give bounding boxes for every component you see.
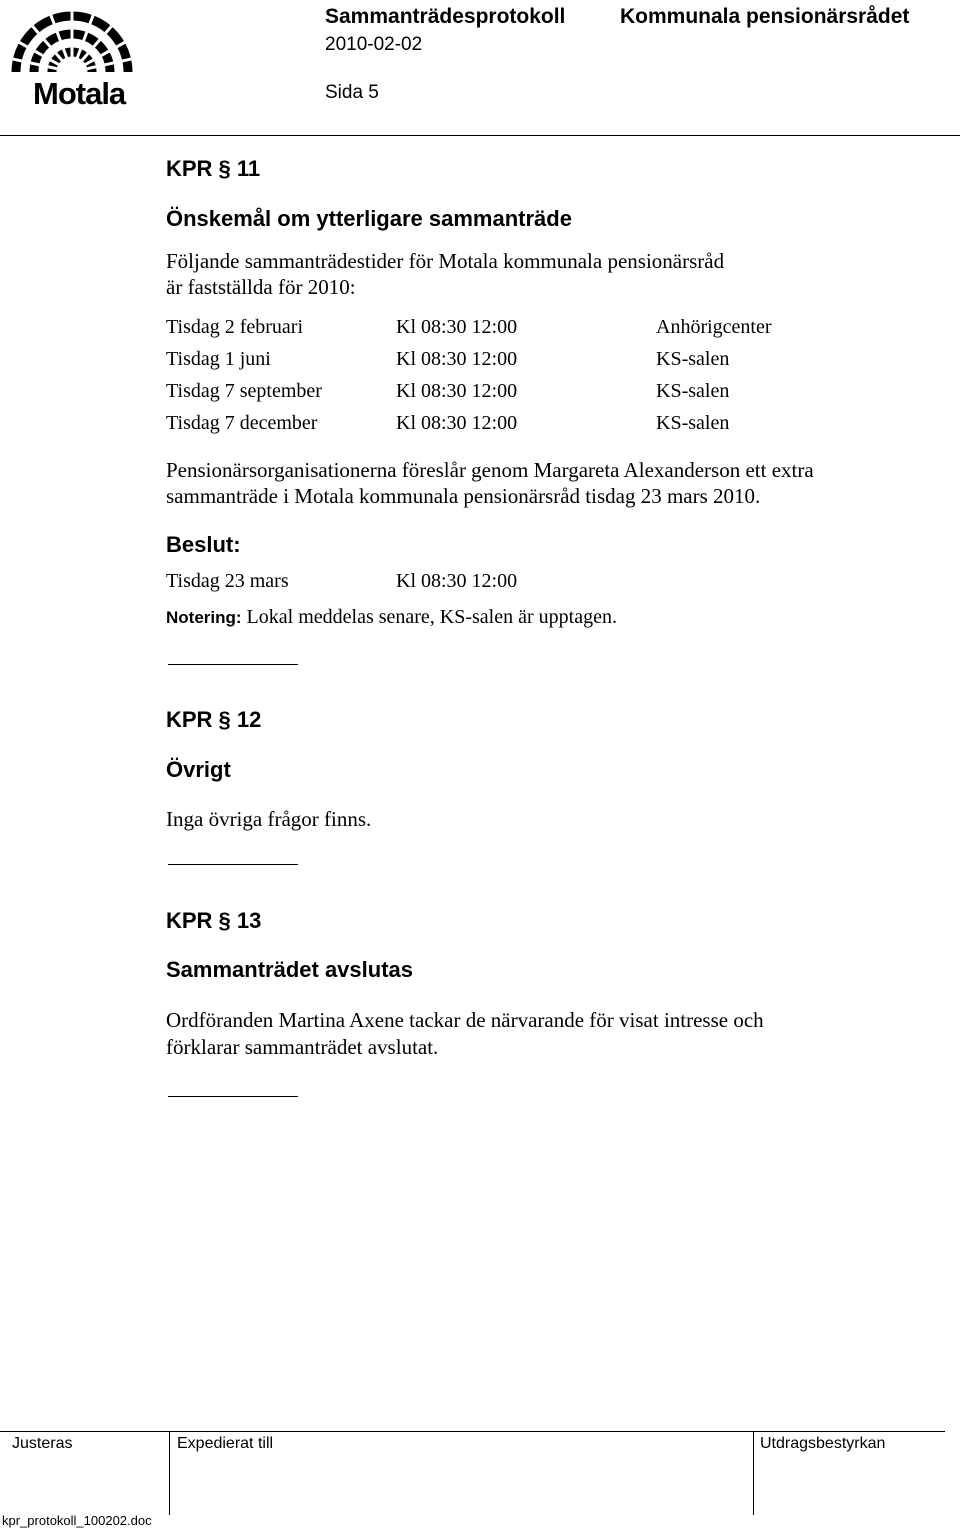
organisation-name: Kommunala pensionärsrådet (620, 5, 910, 28)
schedule-place: Anhörigcenter (656, 316, 772, 338)
note (166, 606, 617, 629)
header-divider (0, 135, 960, 136)
note-text: Lokal meddelas senare, KS-salen är upptagen. (246, 606, 617, 628)
footer-top-rule (0, 1431, 945, 1432)
section-divider (168, 864, 298, 865)
proposal-line1: Pensionärsorganisationerna föreslår genom Margareta Alexanderson ett extra (166, 458, 814, 482)
kpr-12-heading: Övrigt (166, 757, 231, 782)
footer-divider (753, 1431, 754, 1515)
kpr-12-number: KPR § 12 (166, 707, 262, 732)
logo-wordmark: Motala (33, 76, 126, 111)
note-label: Notering: (166, 608, 242, 627)
section-divider (168, 664, 298, 665)
kpr-11-intro-line2: är fastställda för 2010: (166, 275, 356, 299)
document-type: Sammanträdesprotokoll (325, 5, 566, 28)
schedule-place: KS-salen (656, 348, 730, 370)
justeras-label: Justeras (12, 1435, 73, 1452)
schedule-place: KS-salen (656, 412, 730, 434)
utdragsbestyrkan-label: Utdragsbestyrkan (760, 1435, 886, 1452)
schedule-time: Kl 08:30 12:00 (396, 412, 518, 434)
motala-logo (8, 6, 136, 111)
schedule-time: Kl 08:30 12:00 (396, 316, 518, 338)
kpr-13-text-line1: Ordföranden Martina Axene tackar de närvarande för visat intresse och (166, 1008, 764, 1032)
schedule-place: KS-salen (656, 380, 730, 402)
kpr-13-heading: Sammanträdet avslutas (166, 957, 413, 982)
schedule-day: Tisdag 2 februari (166, 316, 304, 338)
motala-sunrise-icon (8, 6, 136, 72)
file-name: kpr_protokoll_100202.doc (2, 1513, 152, 1528)
meeting-date: 2010-02-02 (325, 34, 423, 55)
schedule-time: Kl 08:30 12:00 (396, 348, 518, 370)
page-number: Sida 5 (325, 82, 379, 103)
kpr-12-text: Inga övriga frågor finns. (166, 807, 372, 831)
kpr-11-heading: Önskemål om ytterligare sammanträde (166, 206, 572, 231)
schedule-day: Tisdag 7 september (166, 380, 322, 402)
proposal-line2: sammanträde i Motala kommunala pensionärsråd tisdag 23 mars 2010. (166, 484, 761, 508)
kpr-13-number: KPR § 13 (166, 908, 262, 933)
schedule-day: Tisdag 7 december (166, 412, 318, 434)
kpr-11-number: KPR § 11 (166, 156, 261, 181)
schedule-day: Tisdag 1 juni (166, 348, 271, 370)
decision-label: Beslut: (166, 532, 241, 557)
schedule-time: Kl 08:30 12:00 (396, 380, 518, 402)
decision-time: Kl 08:30 12:00 (396, 570, 518, 592)
kpr-11-intro-line1: Följande sammanträdestider för Motala kommunala pensionärsråd (166, 249, 725, 273)
kpr-13-text-line2: förklarar sammanträdet avslutat. (166, 1035, 439, 1059)
section-divider (168, 1096, 298, 1097)
expedierat-label: Expedierat till (177, 1435, 274, 1452)
footer-divider (169, 1431, 170, 1515)
decision-day: Tisdag 23 mars (166, 570, 289, 592)
